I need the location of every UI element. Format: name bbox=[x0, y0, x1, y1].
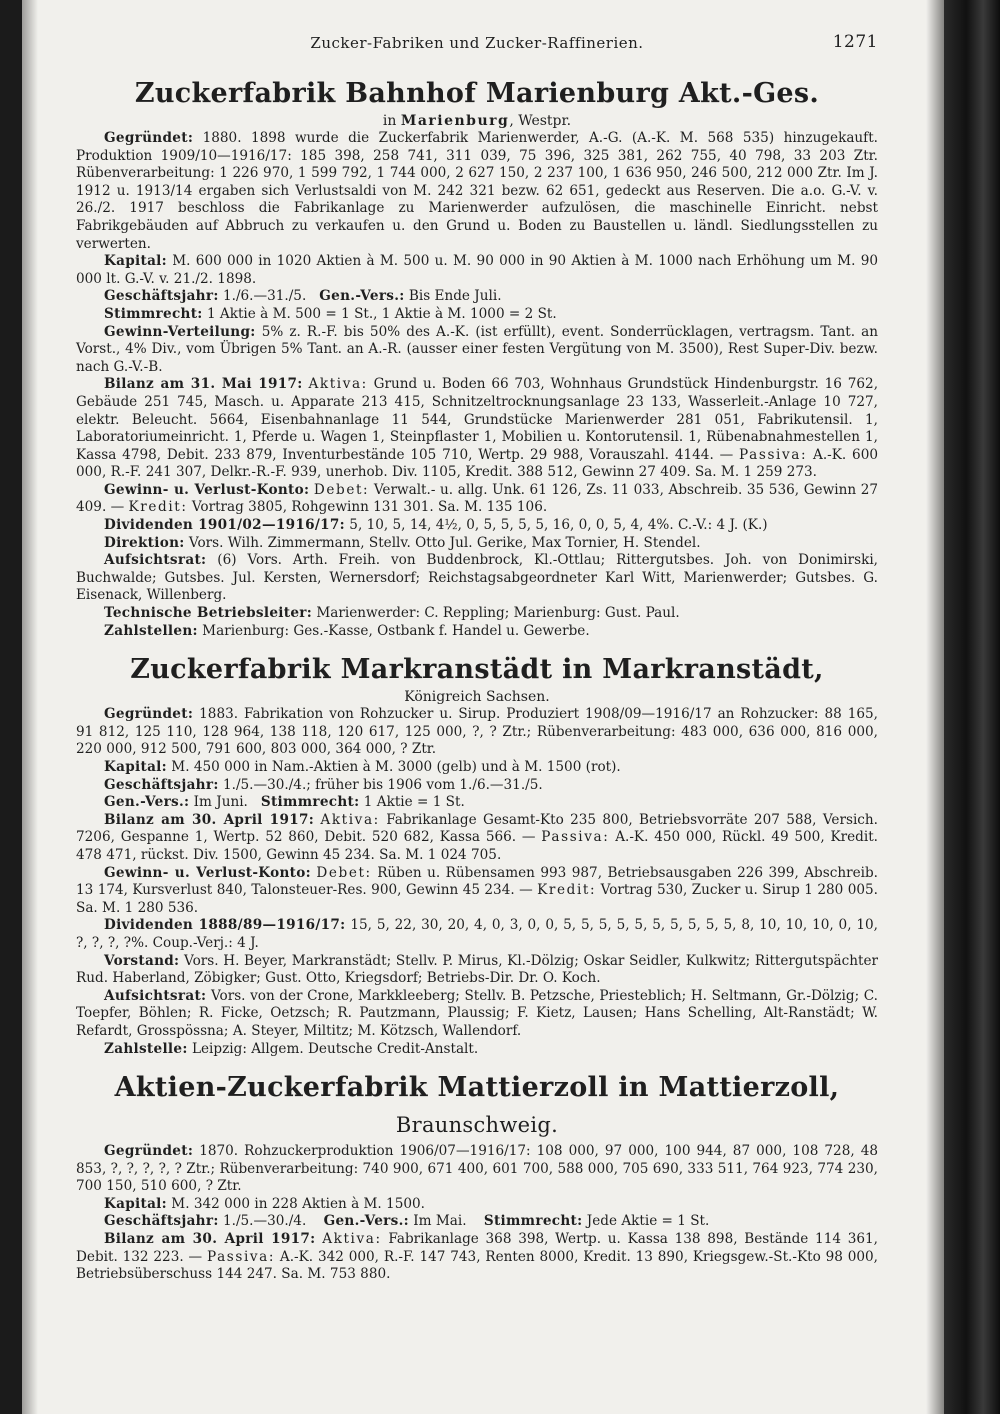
company-location: Königreich Sachsen. bbox=[404, 689, 550, 706]
supervisory-board-paragraph bbox=[76, 988, 878, 1041]
field-label: Dividenden 1901/02—1916/17: bbox=[104, 517, 345, 534]
field-label: Bilanz am 30. April 1917: bbox=[104, 811, 315, 828]
profit-loss-paragraph bbox=[76, 482, 878, 517]
book-spine-edge bbox=[944, 0, 1000, 1414]
dividends-paragraph bbox=[76, 917, 878, 952]
general-meeting-paragraph bbox=[76, 794, 878, 812]
debit-label: Debet: bbox=[316, 864, 372, 881]
running-title: Zucker-Fabriken und Zucker-Raffinerien. bbox=[310, 34, 644, 52]
location-prefix: in bbox=[382, 113, 397, 129]
company-title: Zuckerfabrik Markranstädt in Markranstädt, bbox=[130, 654, 824, 686]
field-text: Vors. Wilh. Zimmermann, Stellv. Otto Jul. Gerike, Max Tornier, H. Stendel. bbox=[188, 534, 701, 551]
technical-managers-paragraph bbox=[76, 605, 878, 623]
capital-paragraph bbox=[76, 253, 878, 288]
field-label: Gegründet: bbox=[104, 1143, 194, 1160]
field-text: Fabrikanlage 368 398, Wertp. u. Kassa 138 898, Bestände 114 361, Debit. 132 223. — bbox=[76, 1231, 878, 1265]
field-label: Zahlstelle: bbox=[104, 1040, 188, 1057]
assets-label: Aktiva: bbox=[320, 811, 380, 828]
field-label: Vorstand: bbox=[104, 952, 180, 969]
field-text: A.-K. 600 000, R.-F. 241 307, Delkr.-R.-F. 939, unerhob. Div. 1105, Kredit. 388 512, Gewinn 27 409. Sa. M. 1 259 273. bbox=[76, 446, 878, 481]
field-text: Vors. von der Crone, Markkleeberg; Stellv. B. Petzsche, Priesteblich; H. Seltmann, Gr.-Dölzig; C. Toepfer, Böhlen; R. Ficke, Oetzsch; R. Pautzmann, Plaussig; F. Kietz, Lausen; Hans Schelling, Alt-Ranstädt; W. Refardt, Grosspössna; A. Steyer, Miltitz; M. Kötzsch, Wallendorf. bbox=[76, 987, 878, 1039]
field-text: Vortrag 530, Zucker u. Sirup 1 280 005. Sa. M. 1 280 536. bbox=[76, 882, 878, 916]
field-label: Gewinn- u. Verlust-Konto: bbox=[104, 864, 311, 881]
field-text: A.-K. 342 000, R.-F. 147 743, Renten 8000, Kredit. 13 890, Kriegsgew.-St.-Kto 98 000, Betriebsüberschuss 144 247. Sa. M. 753 880. bbox=[76, 1248, 878, 1283]
company-title bbox=[76, 1070, 878, 1143]
field-label: Geschäftsjahr: bbox=[104, 776, 219, 793]
company-title: Zuckerfabrik Bahnhof Marienburg Akt.-Ges. bbox=[134, 78, 820, 109]
field-label: Gewinn- u. Verlust-Konto: bbox=[104, 481, 310, 498]
profit-distribution-paragraph bbox=[76, 324, 878, 377]
field-text: Grund u. Boden 66 703, Wohnhaus Grundstück Hindenburgstr. 16 762, Gebäude 251 745, Masch. u. Apparate 213 415, Schnitzeltrocknungsanlage 23 133, Wasserleit.-Anlage 10 727, elektr. Beleucht. 5664, Eisenbahnanlage 11 544, Grundstücke Marienwerder 281 051, Fabrikutensil. 1, Laboratoriumeinricht. 1, Pferde u. Wagen 1, Steinpflaster 1, Mobilien u. Kontorutensil. 1, Rübenabnahmestellen 1, Kassa 4798, Debit. 233 879, Inventurbestände 105 710, Wertp. 29 988, Vorauszahl. 4144. — bbox=[76, 376, 879, 463]
field-label: Direktion: bbox=[104, 534, 185, 551]
credit-label: Kredit: bbox=[128, 499, 188, 516]
field-text: M. 600 000 in 1020 Aktien à M. 500 u. M. 90 000 in 90 Aktien à M. 1000 nach Erhöhung um M. 90 000 lt. G.-V. v. 21./2. 1898. bbox=[76, 253, 878, 287]
capital-paragraph bbox=[76, 1196, 878, 1214]
field-text: Fabrikanlage Gesamt-Kto 235 800, Betriebsvorräte 207 588, Versich. 7206, Gespanne 1, Wertp. 52 860, Debit. 520 682, Kassa 566. — bbox=[76, 811, 878, 846]
field-label: Aufsichtsrat: bbox=[104, 987, 207, 1004]
field-label: Technische Betriebsleiter: bbox=[104, 605, 313, 622]
field-label: Zahlstellen: bbox=[104, 622, 198, 639]
entry-mattierzoll bbox=[76, 1070, 878, 1284]
field-label: Bilanz am 31. Mai 1917: bbox=[104, 376, 303, 393]
fiscal-year-paragraph bbox=[76, 1213, 878, 1231]
page-number: 1271 bbox=[832, 32, 878, 52]
field-text: 5, 10, 5, 14, 4½, 0, 5, 5, 5, 5, 16, 0, 0, 5, 4, 4%. C.-V.: 4 J. (K.) bbox=[349, 517, 768, 534]
field-label: Gegründet: bbox=[104, 706, 194, 723]
field-text: 15, 5, 22, 30, 20, 4, 0, 3, 0, 0, 5, 5, 5, 5, 5, 5, 5, 5, 5, 5, 8, 10, 10, 10, 0, 10, ?, ?, ?, ?%. Coup.-Verj.: 4 J. bbox=[76, 917, 879, 951]
entry-markranstaedt bbox=[76, 652, 878, 1058]
credit-label: Kredit: bbox=[537, 882, 597, 899]
field-text: 1 Aktie = 1 St. bbox=[363, 794, 465, 811]
field-text: Vortrag 3805, Rohgewinn 131 301. Sa. M. 135 106. bbox=[191, 499, 548, 516]
company-title-main: Aktien-Zuckerfabrik Mattierzoll in Mattierzoll, bbox=[114, 1072, 840, 1104]
location-region: , Westpr. bbox=[509, 113, 572, 129]
field-label: Aufsichtsrat: bbox=[104, 552, 207, 569]
supervisory-board-paragraph bbox=[76, 552, 878, 605]
field-text: M. 342 000 in 228 Aktien à M. 1500. bbox=[171, 1195, 425, 1212]
field-label: Gegründet: bbox=[104, 130, 194, 146]
field-label: Stimmrecht: bbox=[104, 305, 203, 322]
field-label: Geschäftsjahr: bbox=[104, 1213, 219, 1230]
entry-marienburg bbox=[76, 76, 878, 640]
field-text: (6) Vors. Arth. Freih. von Buddenbrock, Kl.-Ottlau; Rittergutsbes. Joh. von Donimirski, Buchwalde; Gutsbes. Jul. Kersten, Wernersdorf; Reichstagsabgeordneter Karl Witt, Marienwerder; Gutsbes. G. Eisenack, Willenberg. bbox=[76, 552, 878, 604]
liabilities-label: Passiva: bbox=[206, 1248, 276, 1265]
field-text: Marienburg: Ges.-Kasse, Ostbank f. Handel u. Gewerbe. bbox=[202, 622, 590, 639]
running-header bbox=[76, 34, 878, 58]
founded-paragraph bbox=[76, 130, 878, 253]
founded-paragraph bbox=[76, 1143, 878, 1196]
management-paragraph bbox=[76, 535, 878, 553]
field-text: Rüben u. Rübensamen 993 987, Betriebsausgaben 226 399, Abschreib. 13 174, Kursverlust 840, Talonsteuer-Res. 900, Gewinn 45 234. — bbox=[76, 864, 878, 899]
field-label: Bilanz am 30. April 1917: bbox=[104, 1231, 316, 1248]
field-text: 1./5.—30./4.; früher bis 1906 vom 1./6.—31./5. bbox=[222, 776, 543, 793]
paying-agent-paragraph bbox=[76, 1041, 878, 1059]
field-text: Verwalt.- u. allg. Unk. 61 126, Zs. 11 033, Abschreib. 35 536, Gewinn 27 409. — bbox=[76, 481, 878, 516]
voting-rights-paragraph bbox=[76, 306, 878, 324]
balance-sheet-paragraph bbox=[76, 812, 878, 865]
field-text: M. 450 000 in Nam.-Aktien à M. 3000 (gelb) und à M. 1500 (rot). bbox=[171, 759, 621, 775]
dividends-paragraph bbox=[76, 517, 878, 535]
fiscal-year-paragraph bbox=[76, 777, 878, 795]
balance-sheet-paragraph bbox=[76, 1231, 878, 1284]
assets-label: Aktiva: bbox=[322, 1231, 382, 1248]
field-label: Stimmrecht: bbox=[483, 1213, 583, 1230]
company-title-region: Braunschweig. bbox=[395, 1113, 559, 1138]
field-label: Kapital: bbox=[104, 253, 167, 270]
field-label: Gen.-Vers.: bbox=[323, 1213, 409, 1230]
field-label: Gen.-Vers.: bbox=[319, 288, 405, 305]
field-label: Kapital: bbox=[104, 759, 167, 775]
field-text: 1./6.—31./5. bbox=[222, 288, 307, 305]
fiscal-year-paragraph bbox=[76, 288, 878, 306]
location-city: Marienburg bbox=[400, 113, 510, 129]
field-label: Gen.-Vers.: bbox=[104, 794, 190, 811]
field-text: 1883. Fabrikation von Rohzucker u. Sirup. Produziert 1908/09—1916/17 an Rohzucker: 88 165, 91 812, 125 110, 128 964, 138 118, 120 617, 125 000, ?, ? Ztr.; Rübenverarbeitung: 483 000, 636 000, 816 000, 220 000, 912 500, 791 600, 803 000, 364 000, ? Ztr. bbox=[76, 706, 878, 758]
field-label: Stimmrecht: bbox=[260, 794, 360, 811]
founded-paragraph bbox=[76, 706, 878, 759]
profit-loss-paragraph bbox=[76, 865, 878, 918]
assets-label: Aktiva: bbox=[308, 376, 368, 393]
debit-label: Debet: bbox=[313, 481, 370, 498]
field-text: 1 Aktie à M. 500 = 1 St., 1 Aktie à M. 1000 = 2 St. bbox=[206, 305, 557, 322]
field-text: Marienwerder: C. Reppling; Marienburg: Gust. Paul. bbox=[316, 605, 680, 622]
liabilities-label: Passiva: bbox=[541, 829, 610, 846]
field-text: Bis Ende Juli. bbox=[408, 288, 502, 305]
page-content bbox=[76, 34, 878, 1284]
board-paragraph bbox=[76, 953, 878, 988]
field-text: Im Mai. bbox=[413, 1213, 467, 1230]
field-text: Jede Aktie = 1 St. bbox=[586, 1213, 710, 1230]
field-label: Kapital: bbox=[104, 1195, 167, 1212]
field-text: 1880. 1898 wurde die Zuckerfabrik Marienwerder, A.-G. (A.-K. M. 568 535) hinzugekauft. Produktion 1909/10—1916/17: 185 398, 258 741, 311 039, 75 396, 325 381, 262 755, 40 798, 33 203 Ztr. Rübenverarbeitung: 1 226 970, 1 599 792, 1 744 000, 2 627 150, 2 237 100, 1 636 950, 246 500, 212 000 Ztr. Im J. 1912 u. 1913/14 ergaben sich Verlustsaldi von M. 242 321 bezw. 62 651, gedeckt aus Reserven. Die a.o. G.-V. v. 26./2. 1917 beschloss die Fabrikanlage zu Marienwerder aufzulösen, die maschinelle Einricht. nebst Fabrikgebäuden auf Abbruch zu verkaufen u. den Grund u. Boden zu Baustellen u. ländl. Siedlungsstellen zu verwerten. bbox=[76, 130, 878, 252]
field-text: Leipzig: Allgem. Deutsche Credit-Anstalt. bbox=[191, 1040, 479, 1057]
field-text: Im Juni. bbox=[193, 794, 248, 811]
company-location bbox=[76, 112, 878, 130]
field-label: Geschäftsjahr: bbox=[104, 288, 219, 305]
field-label: Dividenden 1888/89—1916/17: bbox=[104, 917, 346, 934]
liabilities-label: Passiva: bbox=[739, 446, 808, 463]
field-label: Gewinn-Verteilung: bbox=[104, 323, 256, 340]
balance-sheet-paragraph bbox=[76, 376, 878, 482]
field-text: 1870. Rohzuckerproduktion 1906/07—1916/17: 108 000, 97 000, 100 944, 87 000, 108 728, 48 853, ?, ?, ?, ?, ? Ztr.; Rübenverarbeitung: 740 900, 671 400, 601 700, 588 000, 705 690, 333 511, 764 923, 774 230, 700 150, 510 600, ? Ztr. bbox=[76, 1143, 878, 1195]
paying-agents-paragraph bbox=[76, 623, 878, 641]
capital-paragraph bbox=[76, 759, 878, 777]
field-text: A.-K. 450 000, Rückl. 49 500, Kredit. 478 471, rückst. Div. 1500, Gewinn 45 234. Sa. M. 1 024 705. bbox=[76, 829, 878, 863]
field-text: 5% z. R.-F. bis 50% des A.-K. (ist erfüllt), event. Sonderrücklagen, vertragsm. Tant. an Vorst., 4% Div., vom Übrigen 5% Tant. an A.-R. (ausser einer festen Vergütung von M. 3500), Rest Super-Div. bezw. nach G.-V.-B. bbox=[76, 323, 878, 375]
field-text: Vors. H. Beyer, Markranstädt; Stellv. P. Mirus, Kl.-Dölzig; Oskar Seidler, Kulkwitz; Rittergutspächter Rud. Haberland, Zöbigker; Gust. Otto, Kriegsdorf; Betriebs-Dir. Dr. O. Koch. bbox=[76, 952, 878, 987]
field-text: 1./5.—30./4. bbox=[222, 1213, 307, 1230]
